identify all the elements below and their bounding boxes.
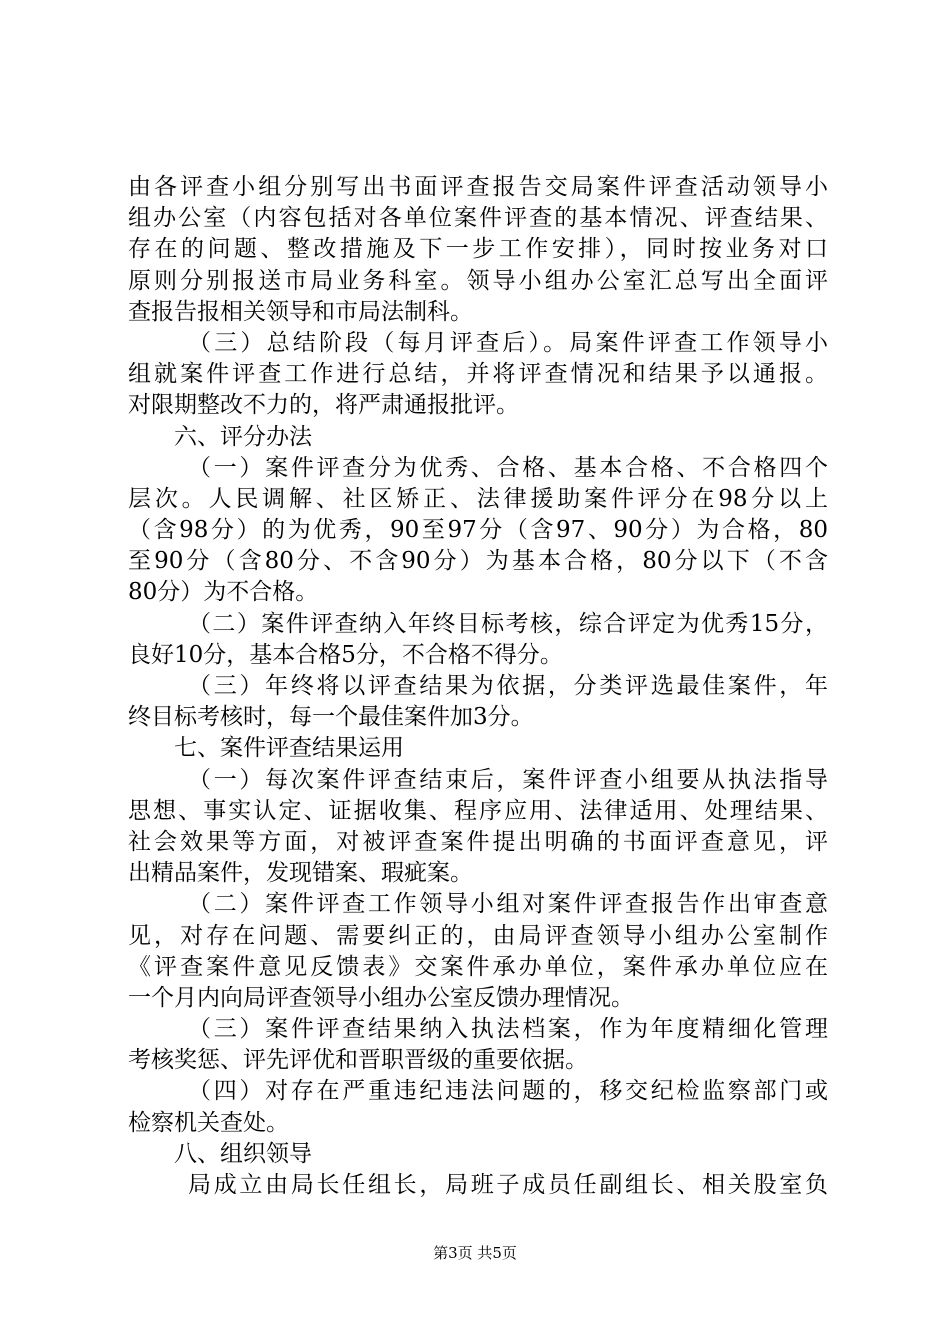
text-line: 查报告报相关领导和市局法制科。 — [128, 298, 473, 325]
text-line: 社会效果等方面，对被评查案件提出明确的书面评查意见，评 — [128, 828, 828, 855]
text-line: 出精品案件，发现错案、瑕疵案。 — [128, 860, 473, 887]
text-line: 一个月内向局评查领导小组办公室反馈办理情况。 — [128, 984, 634, 1011]
text-line: （一）每次案件评查结束后，案件评查小组要从执法指导 — [188, 766, 828, 793]
text-line: （三）年终将以评查结果为依据，分类评选最佳案件，年 — [188, 673, 828, 699]
text-line: 《评查案件意见反馈表》交案件承办单位，案件承办单位应在 — [128, 953, 828, 980]
text-line: 层次。人民调解、社区矫正、法律援助案件评分在98分以上 — [128, 485, 828, 512]
text-line: （三）总结阶段（每月评查后）。局案件评查工作领导小 — [188, 329, 828, 356]
text-line: 存在的问题、整改措施及下一步工作安排），同时按业务对口 — [128, 236, 828, 263]
text-line: 思想、事实认定、证据收集、程序应用、法律适用、处理结果、 — [128, 797, 828, 824]
text-line: 八、组织领导 — [174, 1140, 312, 1167]
text-line: （二）案件评查工作领导小组对案件评查报告作出审查意 — [188, 891, 828, 918]
text-line: 至90分（含80分、不含90分）为基本合格，80分以下（不含 — [128, 548, 828, 575]
text-line: （四）对存在严重违纪违法问题的，移交纪检监察部门或 — [188, 1078, 828, 1105]
text-line: 良好10分，基本合格5分，不合格不得分。 — [128, 641, 563, 668]
text-line: 对限期整改不力的，将严肃通报批评。 — [128, 392, 519, 419]
text-line: 局成立由局长任组长，局班子成员任副组长、相关股室负 — [188, 1172, 828, 1198]
page-number-footer: 第3页 共5页 — [433, 1244, 517, 1262]
text-line: 六、评分办法 — [174, 423, 312, 450]
text-line: （含98分）的为优秀，90至97分（含97、90分）为合格，80 — [128, 517, 828, 544]
text-line: 组办公室（内容包括对各单位案件评查的基本情况、评查结果、 — [128, 205, 828, 232]
text-line: 七、案件评查结果运用 — [174, 735, 404, 762]
text-line: （一）案件评查分为优秀、合格、基本合格、不合格四个 — [188, 454, 828, 481]
text-line: 终目标考核时，每一个最佳案件加3分。 — [128, 704, 534, 731]
text-line: 由各评查小组分别写出书面评查报告交局案件评查活动领导小 — [128, 174, 828, 200]
text-line: 考核奖惩、评先评优和晋职晋级的重要依据。 — [128, 1047, 588, 1074]
text-line: 检察机关查处。 — [128, 1109, 289, 1136]
text-line: 80分）为不合格。 — [128, 579, 319, 606]
document-body — [128, 172, 828, 1201]
text-line: 原则分别报送市局业务科室。领导小组办公室汇总写出全面评 — [128, 267, 828, 294]
text-line: 见，对存在问题、需要纠正的，由局评查领导小组办公室制作 — [128, 922, 828, 949]
text-line: （二）案件评查纳入年终目标考核，综合评定为优秀15分， — [188, 610, 828, 637]
text-line: 组就案件评查工作进行总结，并将评查情况和结果予以通报。 — [128, 361, 828, 388]
text-line: （三）案件评查结果纳入执法档案，作为年度精细化管理 — [188, 1016, 828, 1043]
